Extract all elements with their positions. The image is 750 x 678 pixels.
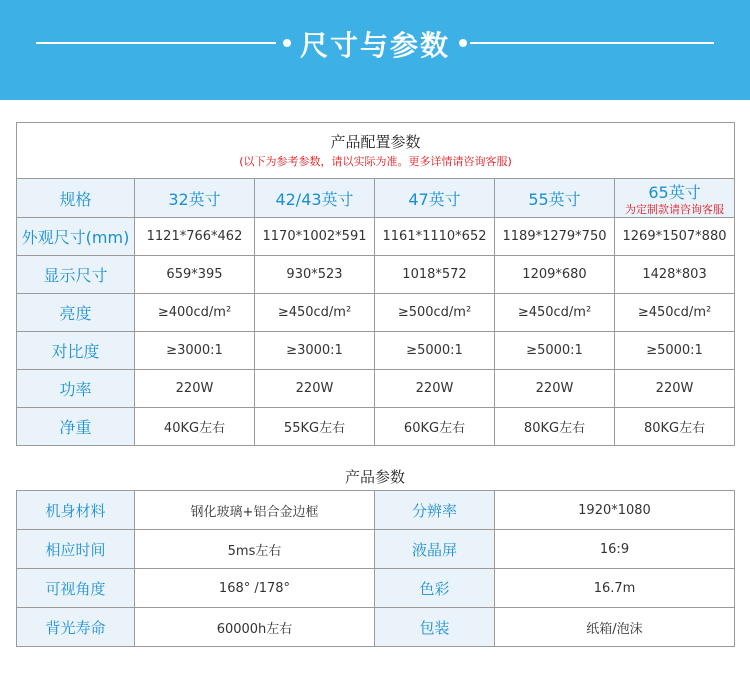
cell-value: 80KG左右 [615,408,735,446]
cell-value: 40KG左右 [135,408,255,446]
table-row [17,179,735,218]
cell-value: 220W [375,370,495,408]
header-banner [0,0,750,100]
param-value: 钢化玻璃+铝合金边框 [135,491,375,530]
header-divider-right [470,42,714,44]
params-table [16,490,735,647]
cell-value: ≥5000:1 [615,332,735,370]
config-table [16,122,735,446]
cell-value: 930*523 [255,256,375,294]
cell-value: 1189*1279*750 [495,218,615,256]
table-row [17,491,735,530]
param-label: 背光寿命 [17,608,135,647]
cell-value: 220W [255,370,375,408]
table-row [17,370,735,408]
cell-value: 1428*803 [615,256,735,294]
cell-value: 220W [135,370,255,408]
row-label: 净重 [17,408,135,446]
cell-value: 1161*1110*652 [375,218,495,256]
config-table-caption [17,123,735,179]
custom-note: 为定制款请咨询客服 [625,203,725,216]
param-value: 16.7m [495,569,735,608]
cell-value: ≥5000:1 [375,332,495,370]
cell-value: ≥450cd/m² [615,294,735,332]
param-value: 60000h左右 [135,608,375,647]
param-label: 色彩 [375,569,495,608]
cell-value: ≥450cd/m² [255,294,375,332]
params-table-title: 产品参数 [344,468,405,486]
table-row [17,218,735,256]
header-dot-right [459,39,467,47]
param-label: 分辨率 [375,491,495,530]
config-table-title: 产品配置参数 [330,132,421,151]
cell-value: 1121*766*462 [135,218,255,256]
cell-value: 55KG左右 [255,408,375,446]
table-row [17,256,735,294]
cell-value: 1269*1507*880 [615,218,735,256]
row-label: 显示尺寸 [17,256,135,294]
size-header: 42/43英寸 [255,179,375,218]
cell-value: 220W [495,370,615,408]
param-value: 1920*1080 [495,491,735,530]
param-label: 机身材料 [17,491,135,530]
cell-value: 80KG左右 [495,408,615,446]
cell-value: ≥3000:1 [135,332,255,370]
row-label: 对比度 [17,332,135,370]
table-row [17,294,735,332]
size-header: 47英寸 [375,179,495,218]
cell-value: 1170*1002*591 [255,218,375,256]
row-label: 外观尺寸(mm) [17,218,135,256]
param-label: 相应时间 [17,530,135,569]
cell-value: 60KG左右 [375,408,495,446]
size-header-custom: 65英寸 为定制款请咨询客服 [615,179,735,218]
param-label: 可视角度 [17,569,135,608]
size-header: 55英寸 [495,179,615,218]
table-row [17,608,735,647]
cell-value: 1018*572 [375,256,495,294]
cell-value: 659*395 [135,256,255,294]
table-row [17,569,735,608]
param-value: 16:9 [495,530,735,569]
param-value: 168° /178° [135,569,375,608]
param-value: 纸箱/泡沫 [495,608,735,647]
cell-value: ≥450cd/m² [495,294,615,332]
cell-value: 220W [615,370,735,408]
cell-value: 1209*680 [495,256,615,294]
config-table-note: (以下为参考参数，请以实际为准。更多详情请咨询客服) [239,154,512,168]
cell-value: ≥5000:1 [495,332,615,370]
param-label: 包装 [375,608,495,647]
row-label: 亮度 [17,294,135,332]
table-row [17,408,735,446]
spec-label: 规格 [17,179,135,218]
cell-value: ≥3000:1 [255,332,375,370]
cell-value: ≥400cd/m² [135,294,255,332]
row-label: 功率 [17,370,135,408]
param-value: 5ms左右 [135,530,375,569]
page-title: 尺寸与参数 [299,29,450,62]
param-label: 液晶屏 [375,530,495,569]
table-row [17,530,735,569]
table-row [17,332,735,370]
cell-value: ≥500cd/m² [375,294,495,332]
size-header: 32英寸 [135,179,255,218]
